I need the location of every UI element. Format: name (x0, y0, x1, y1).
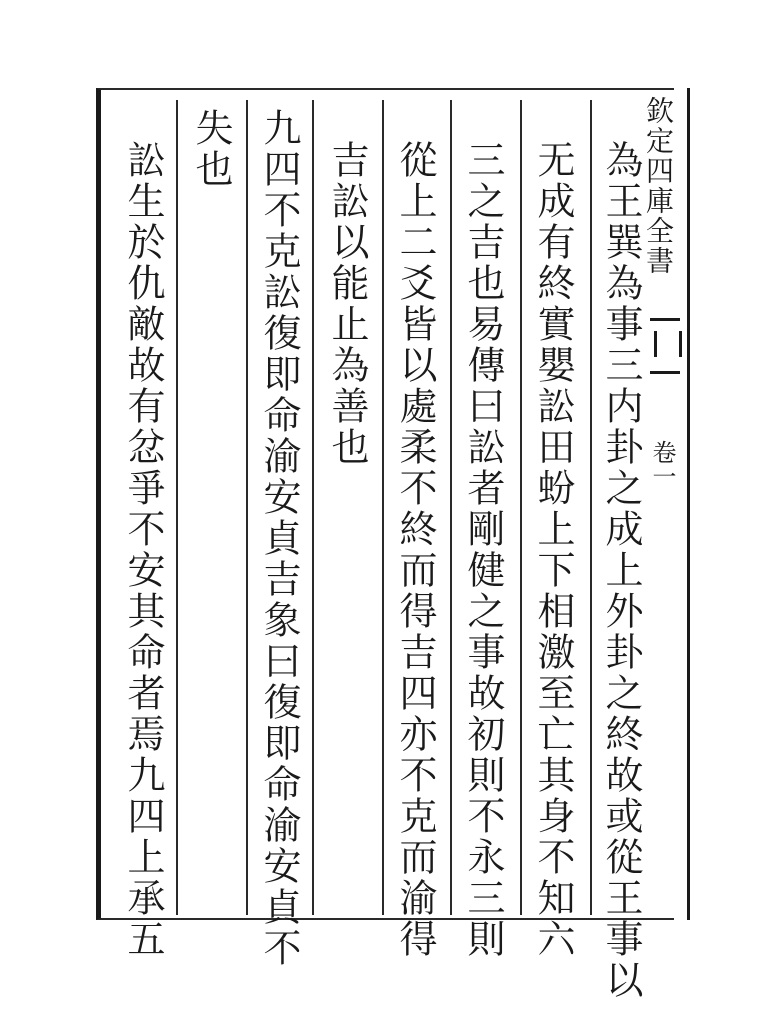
text-column-6: 九四不克訟復即命渝安貞吉象曰復即命渝安貞不 (257, 108, 301, 969)
text-column-7: 失也 (189, 108, 233, 190)
column-rule (312, 100, 314, 915)
spine-title: 欽定四庫全書 (642, 96, 675, 276)
text-column-3: 三之吉也易傳曰訟者剛健之事故初則不永三則 (461, 140, 505, 960)
column-rule (382, 100, 384, 915)
text-column-8: 訟生於仇敵故有忿爭不安其命者焉九四上承五 (121, 140, 165, 960)
column-rule (450, 100, 452, 915)
text-column-2: 无成有終實嬰訟田蚡上下相激至亡其身不知六 (531, 140, 575, 960)
fishtail-mark (650, 318, 680, 374)
column-rule (246, 100, 248, 915)
spine-volume: 卷一 (648, 440, 676, 488)
text-column-5: 吉訟以能止為善也 (325, 140, 369, 468)
page-frame (96, 88, 674, 920)
column-rule (520, 100, 522, 915)
text-column-1: 為王巽為事三内卦之成上外卦之終故或從王事以 (599, 140, 643, 1001)
text-column-4: 從上二爻皆以處柔不終而得吉四亦不克而渝得 (393, 140, 437, 960)
column-rule (176, 100, 178, 915)
column-rule (590, 100, 592, 915)
